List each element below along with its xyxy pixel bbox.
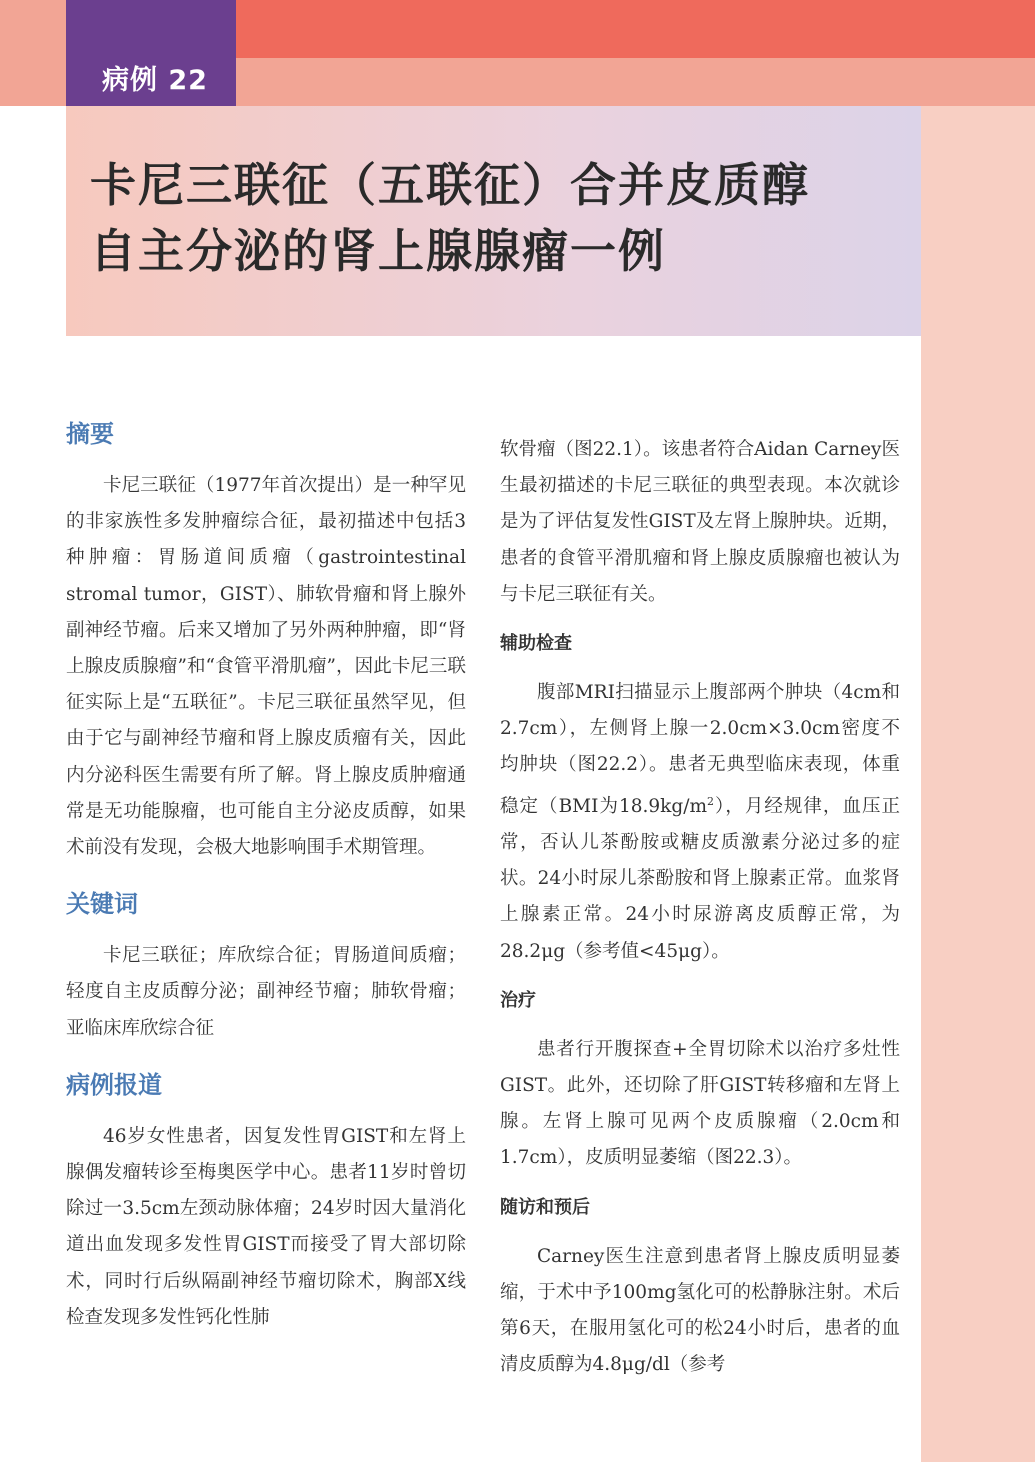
header-band-left [0, 0, 66, 58]
keywords-text: 卡尼三联征；库欣综合征；胃肠道间质瘤；轻度自主皮质醇分泌；副神经节瘤；肺软骨瘤；亚临床库欣综合征 [66, 945, 466, 1039]
exam-text [500, 675, 900, 970]
case-number-label: 病例 22 [102, 65, 208, 96]
right-column [500, 432, 900, 1383]
keywords-heading: 关键词 [66, 890, 138, 919]
followup-heading: 随访和预后 [500, 1196, 590, 1218]
header-band-red [236, 0, 1035, 58]
case-report-heading: 病例报道 [66, 1070, 162, 1099]
case-number-tab [66, 0, 236, 106]
treatment-heading: 治疗 [500, 989, 536, 1011]
article-title [90, 152, 910, 284]
followup-text: Carney医生注意到患者肾上腺皮质明显萎缩，于术中予100mg氢化可的松静脉注射。术后第6天，在服用氢化可的松24小时后，患者的血清皮质醇为4.8μg/dl（参考 [500, 1245, 900, 1376]
exam-heading: 辅助检查 [500, 633, 572, 655]
abstract-text: 卡尼三联征（1977年首次提出）是一种罕见的非家族性多发肿瘤综合征，最初描述中包括3种肿瘤：胃肠道间质瘤（gastrointestinal stromal tumor，GIST）、肺软骨瘤和肾上腺外副神经节瘤。后来又增加了另外两种肿瘤，即“肾上腺皮质腺瘤”和“食管平滑肌瘤”，因此卡尼三联征实际上是“五联征”。卡尼三联征虽然罕见，但由于它与副神经节瘤和肾上腺皮质瘤有关，因此内分泌科医生需要有所了解。肾上腺皮质肿瘤通常是无功能腺瘤，也可能自主分泌皮质醇，如果术前没有发现，会极大地影响围手术期管理。 [66, 475, 466, 859]
case-report-text: 46岁女性患者，因复发性胃GIST和左肾上腺偶发瘤转诊至梅奥医学中心。患者11岁时曾切除过一3.5cm左颈动脉体瘤；24岁时因大量消化道出血发现多发性胃GIST而接受了胃大部切除术，同时行后纵隔副神经节瘤切除术，胸部X线检查发现多发性钙化性肺 [66, 1125, 466, 1328]
abstract-heading: 摘要 [66, 420, 114, 448]
article-title-line-1: 卡尼三联征（五联征）合并皮质醇 [90, 158, 810, 212]
article-title-line-2: 自主分泌的肾上腺腺瘤一例 [90, 224, 666, 278]
treatment-text: 患者行开腹探查+全胃切除术以治疗多灶性GIST。此外，还切除了肝GIST转移瘤和左肾上腺。左肾上腺可见两个皮质腺瘤（2.0cm和1.7cm），皮质明显萎缩（图22.3）。 [500, 1038, 900, 1169]
right-margin-strip [921, 106, 1035, 1462]
exam-text-a: 腹部MRI扫描显示上腹部两个肿块（4cm和2.7cm），左侧肾上腺一2.0cm×3.0cm密度不均肿块（图22.2）。患者无典型临床表现，体重稳定（BMI为18.9kg/m [500, 682, 900, 817]
case-report-continued: 软骨瘤（图22.1）。该患者符合Aidan Carney医生最初描述的卡尼三联征的典型表现。本次就诊是为了评估复发性GIST及左肾上腺肿块。近期，患者的食管平滑肌瘤和肾上腺皮质腺瘤也被认为与卡尼三联征有关。 [500, 439, 900, 605]
left-column [66, 410, 466, 1336]
exam-text-b: ），月经规律，血压正常，否认儿茶酚胺或糖皮质激素分泌过多的症状。24小时尿儿茶酚胺和肾上腺素正常。血浆肾上腺素正常。24小时尿游离皮质醇正常，为28.2μg（参考值<45μg）。 [500, 795, 900, 962]
exam-text-superscript: 2 [707, 794, 714, 808]
